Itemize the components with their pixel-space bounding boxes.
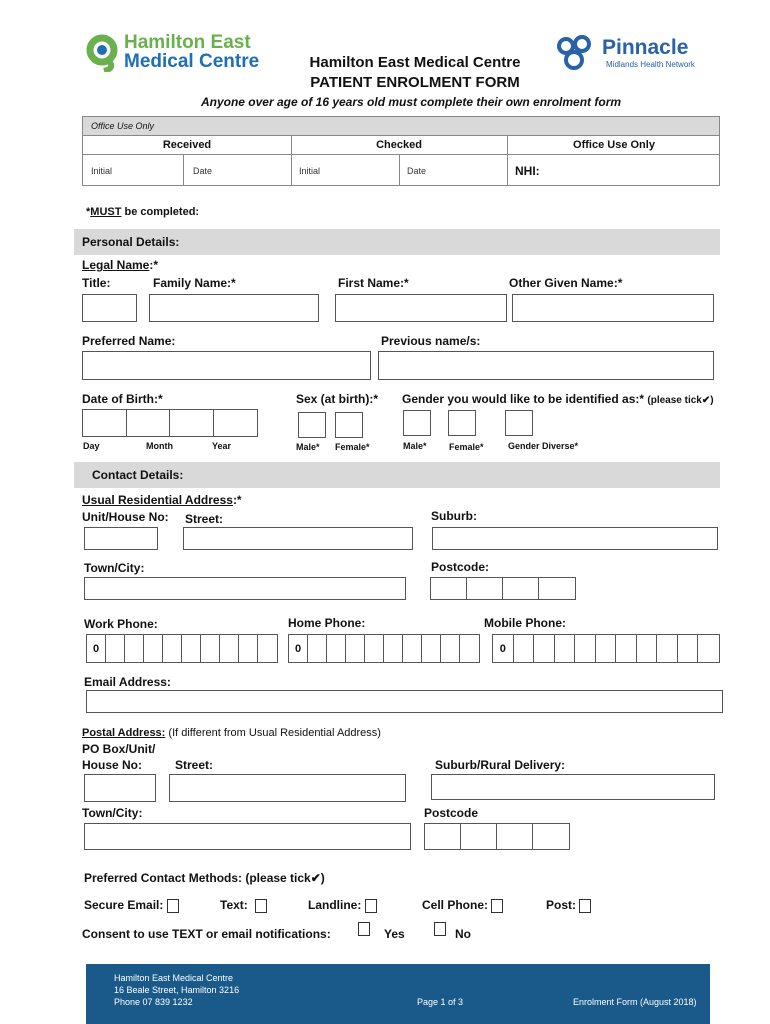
town-field[interactable] [84,577,406,600]
month-label: Month [146,441,173,451]
postal-suburb-field[interactable] [431,774,715,800]
sex-female-checkbox[interactable] [335,412,363,438]
residential-label [82,493,242,507]
mobile-phone-label: Mobile Phone: [484,616,566,630]
contact-section-title: Contact Details: [92,468,184,482]
home-phone-label: Home Phone: [288,616,366,630]
pinnacle-mark-icon [556,34,600,74]
postal-town-label: Town/City: [82,806,143,820]
mobile-phone-field[interactable] [492,634,720,663]
postcode-field[interactable] [430,577,576,600]
email-field[interactable] [86,690,723,713]
hamilton-east-logo [86,32,271,76]
unit-field[interactable] [84,527,158,550]
suburb-field[interactable] [432,527,718,550]
residential-text: Usual Residential Address [82,493,233,507]
must-note [86,206,199,218]
consent-yes-label: Yes [384,927,405,941]
gender-label [402,392,714,406]
po-line-2: House No: [82,758,142,772]
family-name-label: Family Name:* [153,276,236,290]
footer-line-3: Phone 07 839 1232 [114,997,193,1007]
home-phone-field[interactable] [288,634,480,663]
postcode-label: Postcode: [431,560,490,574]
page-footer [86,964,710,1024]
postal-heading [82,727,381,739]
work-phone-prefix: 0 [87,635,106,662]
checked-label: Checked [376,139,422,151]
office-use-only-label: Office Use Only [573,139,655,151]
other-given-name-field[interactable] [512,294,714,322]
postal-postcode-field[interactable] [424,823,570,850]
post-checkbox[interactable] [579,899,591,913]
legal-name-label [82,258,158,272]
gender-diverse-checkbox[interactable] [505,410,533,436]
postal-unit-field[interactable] [84,774,156,802]
title-label: Title: [82,276,111,290]
secure-email-label: Secure Email: [84,898,164,912]
date-2-label: Date [407,166,427,176]
pinnacle-sub: Midlands Health Network [606,60,695,69]
preferred-name-field[interactable] [82,351,371,380]
legal-name-suffix: :* [149,258,159,272]
postal-note: (If different from Usual Residential Address) [168,727,381,739]
residential-suffix: :* [232,493,242,507]
mobile-phone-prefix: 0 [493,635,514,662]
street-label: Street: [185,512,224,526]
office-use-table [82,116,720,186]
preferred-contact-title: Preferred Contact Methods: (please tick✔) [84,871,325,885]
other-given-name-label: Other Given Name:* [509,276,623,290]
logo-line-1: Hamilton East [124,32,251,53]
postal-suburb-label: Suburb/Rural Delivery: [435,758,566,772]
work-phone-field[interactable] [86,634,278,663]
footer-page: Page 1 of 3 [417,997,464,1007]
footer-line-2: 16 Beale Street, Hamilton 3216 [114,985,240,995]
postal-street-label: Street: [175,758,214,772]
nhi-label: NHI: [515,164,540,178]
first-name-field[interactable] [335,294,507,322]
initial-2-label: Initial [299,166,321,176]
received-label: Received [162,139,212,151]
first-name-label: First Name:* [338,276,409,290]
previous-names-field[interactable] [378,351,714,380]
initial-1-label: Initial [91,166,113,176]
landline-option [308,898,377,913]
suburb-label: Suburb: [431,509,477,523]
text-option [220,898,267,913]
gender-female-checkbox[interactable] [448,410,476,436]
postal-street-field[interactable] [169,774,406,802]
gender-male-checkbox[interactable] [403,410,431,436]
date-1-label: Date [193,166,213,176]
consent-yes-checkbox[interactable] [358,922,370,936]
title-field[interactable] [82,294,137,322]
office-header-label: Office Use Only [91,121,155,131]
pinnacle-name: Pinnacle [602,36,689,59]
gender-label-text: Gender you would like to be identified as:* [402,392,645,406]
landline-label: Landline: [308,898,362,912]
postal-title: Postal Address: [82,727,166,739]
sex-male-checkbox[interactable] [298,412,326,438]
must-word: MUST [90,206,122,218]
personal-section-title: Personal Details: [82,235,180,249]
year-label: Year [212,441,232,451]
secure-email-checkbox[interactable] [167,899,179,913]
text-label: Text: [220,898,248,912]
cell-label: Cell Phone: [422,898,489,912]
cell-option [422,898,503,913]
legal-name-text: Legal Name [82,258,150,272]
dob-label: Date of Birth:* [82,392,163,406]
day-label: Day [83,441,100,451]
post-option [546,898,591,913]
cell-checkbox[interactable] [491,899,503,913]
gender-female-label: Female* [449,442,484,452]
consent-no-label: No [455,927,471,941]
page-title: Hamilton East Medical Centre [309,54,521,71]
sex-male-label: Male* [296,442,320,452]
logo-line-2: Medical Centre [124,51,260,72]
postal-town-field[interactable] [84,823,411,850]
preferred-name-label: Preferred Name: [82,334,176,348]
text-checkbox[interactable] [255,899,267,913]
po-line-1: PO Box/Unit/ [82,742,156,756]
gender-note: (please tick✔) [647,395,714,406]
consent-no-checkbox[interactable] [434,922,446,936]
page-subtitle-form: PATIENT ENROLMENT FORM [310,74,520,91]
gender-male-label: Male* [403,441,427,451]
street-field[interactable] [183,527,413,550]
consent-label: Consent to use TEXT or email notifications: [82,927,331,941]
home-phone-prefix: 0 [289,635,308,662]
landline-checkbox[interactable] [365,899,377,913]
subtitle-note: Anyone over age of 16 years old must complete their own enrolment form [200,95,622,109]
post-label: Post: [546,898,576,912]
previous-names-label: Previous name/s: [381,334,481,348]
family-name-field[interactable] [149,294,319,322]
email-label: Email Address: [84,675,171,689]
footer-line-1: Hamilton East Medical Centre [114,973,234,983]
sex-label: Sex (at birth):* [296,392,379,406]
unit-label: Unit/House No: [82,510,169,524]
must-suffix: be completed: [121,206,200,218]
gender-diverse-label: Gender Diverse* [508,441,579,451]
work-phone-label: Work Phone: [84,617,158,631]
sex-female-label: Female* [335,442,370,452]
pinnacle-logo [556,34,716,74]
hec-swirl-icon [86,34,122,72]
postal-postcode-label: Postcode [424,806,479,820]
dob-field[interactable] [82,409,258,437]
town-label: Town/City: [84,561,145,575]
must-prefix: * [86,206,91,218]
footer-form: Enrolment Form (August 2018) [573,997,697,1007]
secure-email-option [84,898,179,913]
